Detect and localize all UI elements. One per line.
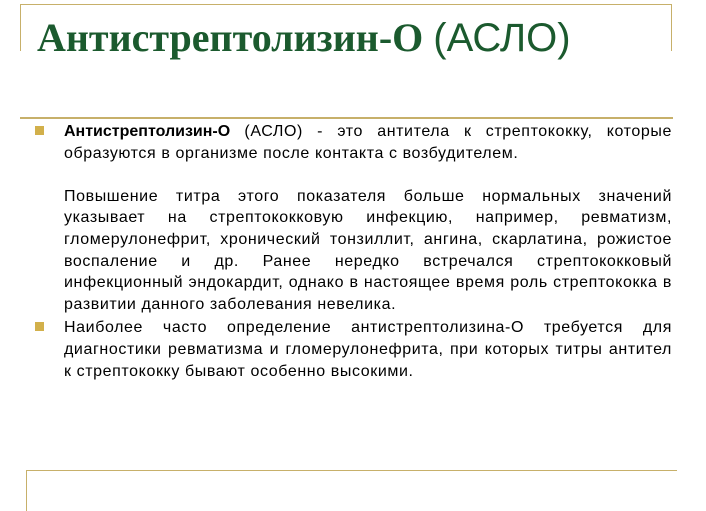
bullet-item	[34, 121, 672, 315]
slide-title-plain: (АСЛО)	[433, 16, 571, 60]
bullet-paragraph: Наиболее часто определение антистрептолизина-О требуется для диагностики ревматизма и гломерулонефрита, при которых титры антител к стрептококку бывают особенно высокими.	[64, 319, 672, 380]
frame-line-bottom	[26, 470, 677, 471]
bullet-paragraph	[64, 121, 672, 164]
square-bullet-icon	[35, 322, 44, 331]
bullet-term: Антистрептолизин-О	[64, 123, 231, 140]
title-divider-line	[20, 117, 673, 119]
bullet-text: (АСЛО) - это антитела к стрептококку, которые образуются в организме после контакта с возбудителем.	[64, 123, 672, 162]
slide-content	[34, 121, 672, 382]
frame-line-top	[20, 4, 672, 5]
slide-title	[37, 16, 677, 60]
frame-line-left	[20, 4, 21, 51]
bullet-item	[34, 317, 672, 382]
square-bullet-icon	[35, 126, 44, 135]
slide-title-bold: Антистрептолизин-О	[37, 15, 424, 60]
frame-line-bottom-left	[26, 470, 27, 511]
bullet-paragraph-2: Повышение титра этого показателя больше нормальных значений указывает на стрептококковую инфекцию, например, ревматизм, гломерулонефрит, хронический тонзиллит, ангина, скарлатина, рожистое воспаление и др. Ранее нередко встречался стрептококковый инфекционный эндокардит, однако в настоящее время роль стрептококка в развитии данного заболевания невелика.	[64, 187, 672, 313]
